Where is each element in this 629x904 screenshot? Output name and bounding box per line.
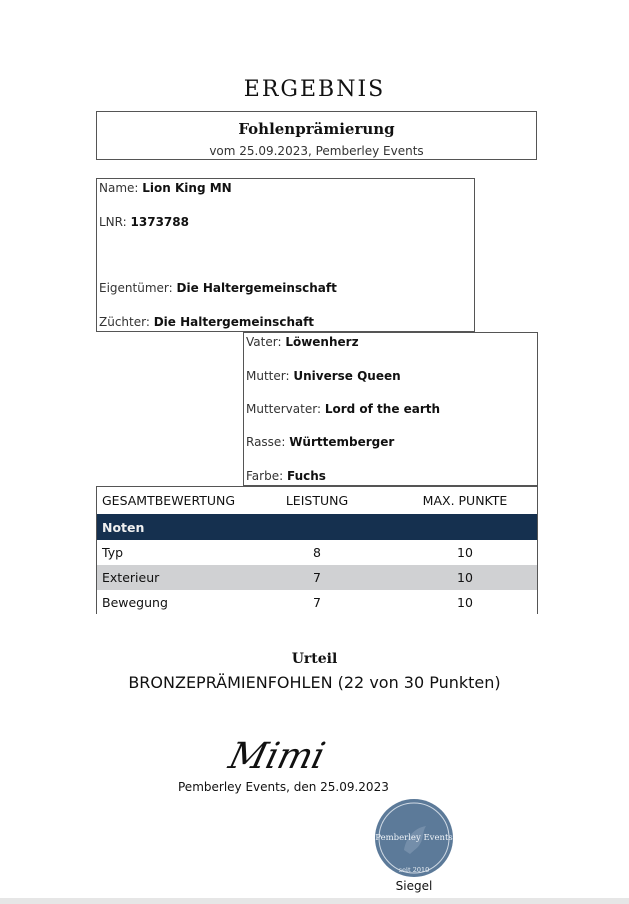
event-header-box: [96, 111, 537, 160]
signature-place-date: Pemberley Events, den 25.09.2023: [178, 780, 389, 794]
horse-name-value: Lion King MN: [142, 181, 232, 195]
document-title: ERGEBNIS: [243, 77, 386, 102]
criterion-max: 10: [457, 594, 473, 610]
color-value: Fuchs: [286, 469, 326, 483]
damsire-row: [246, 402, 440, 416]
criterion-score: 8: [313, 545, 321, 560]
score-table: [96, 486, 538, 614]
table-section-row: [97, 514, 537, 540]
criterion-score: 7: [313, 570, 321, 585]
horse-lnr-row: [99, 215, 189, 229]
table-header-row: [97, 487, 537, 514]
horse-owner-row: [99, 281, 337, 295]
seal-image: [374, 798, 454, 878]
table-header-cell: GESAMTBEWERTUNG: [102, 493, 236, 508]
horse-breeder-label: Züchter:: [99, 315, 150, 329]
horse-lnr-value: 1373788: [130, 215, 189, 229]
section-label: Noten: [102, 519, 145, 535]
event-title: Fohlenprämierung: [238, 120, 395, 138]
dam-label: Mutter:: [246, 369, 290, 383]
criterion-name: Typ: [102, 545, 124, 560]
verdict-value: BRONZEPRÄMIENFOHLEN (22 von 30 Punkten): [128, 673, 501, 692]
horse-lnr-label: LNR:: [99, 215, 127, 229]
horse-info-box: [96, 178, 475, 332]
dam-value: Universe Queen: [293, 369, 401, 383]
sire-row: [246, 335, 359, 349]
criterion-name: Bewegung: [102, 594, 168, 610]
color-row: [246, 469, 326, 483]
color-label: Farbe:: [246, 469, 284, 483]
verdict-label: Urteil: [291, 651, 338, 667]
horse-breeder-row: [99, 315, 314, 329]
pedigree-box: [243, 332, 538, 486]
breed-value: Württemberger: [289, 435, 395, 449]
page-bottom-bar: [0, 898, 629, 904]
table-row: [97, 590, 537, 614]
breed-row: [246, 435, 394, 449]
criterion-score: 7: [313, 594, 321, 610]
sire-label: Vater:: [246, 335, 282, 349]
table-header-cell: MAX. PUNKTE: [422, 493, 508, 508]
criterion-name: Exterieur: [102, 570, 160, 585]
seal-text-top: Pemberley Events: [375, 833, 453, 843]
criterion-max: 10: [457, 545, 473, 560]
damsire-value: Lord of the earth: [324, 402, 441, 416]
breed-label: Rasse:: [246, 435, 286, 449]
sire-value: Löwenherz: [285, 335, 359, 349]
table-header-cell: LEISTUNG: [285, 493, 349, 508]
event-subtitle: vom 25.09.2023, Pemberley Events: [209, 144, 424, 158]
signature-text: Mimi: [224, 734, 330, 777]
horse-owner-value: Die Haltergemeinschaft: [176, 281, 337, 295]
criterion-max: 10: [457, 570, 473, 585]
table-row: [97, 540, 537, 565]
horse-owner-label: Eigentümer:: [99, 281, 173, 295]
table-row: [97, 565, 537, 590]
horse-name-label: Name:: [99, 181, 139, 195]
horse-breeder-value: Die Haltergemeinschaft: [153, 315, 315, 329]
seal-text-bottom: seit 2010: [398, 866, 430, 874]
seal-label: Siegel: [395, 879, 433, 893]
dam-row: [246, 369, 401, 383]
damsire-label: Muttervater:: [246, 402, 321, 416]
signature-image: [224, 732, 330, 778]
horse-name-row: [99, 181, 232, 195]
